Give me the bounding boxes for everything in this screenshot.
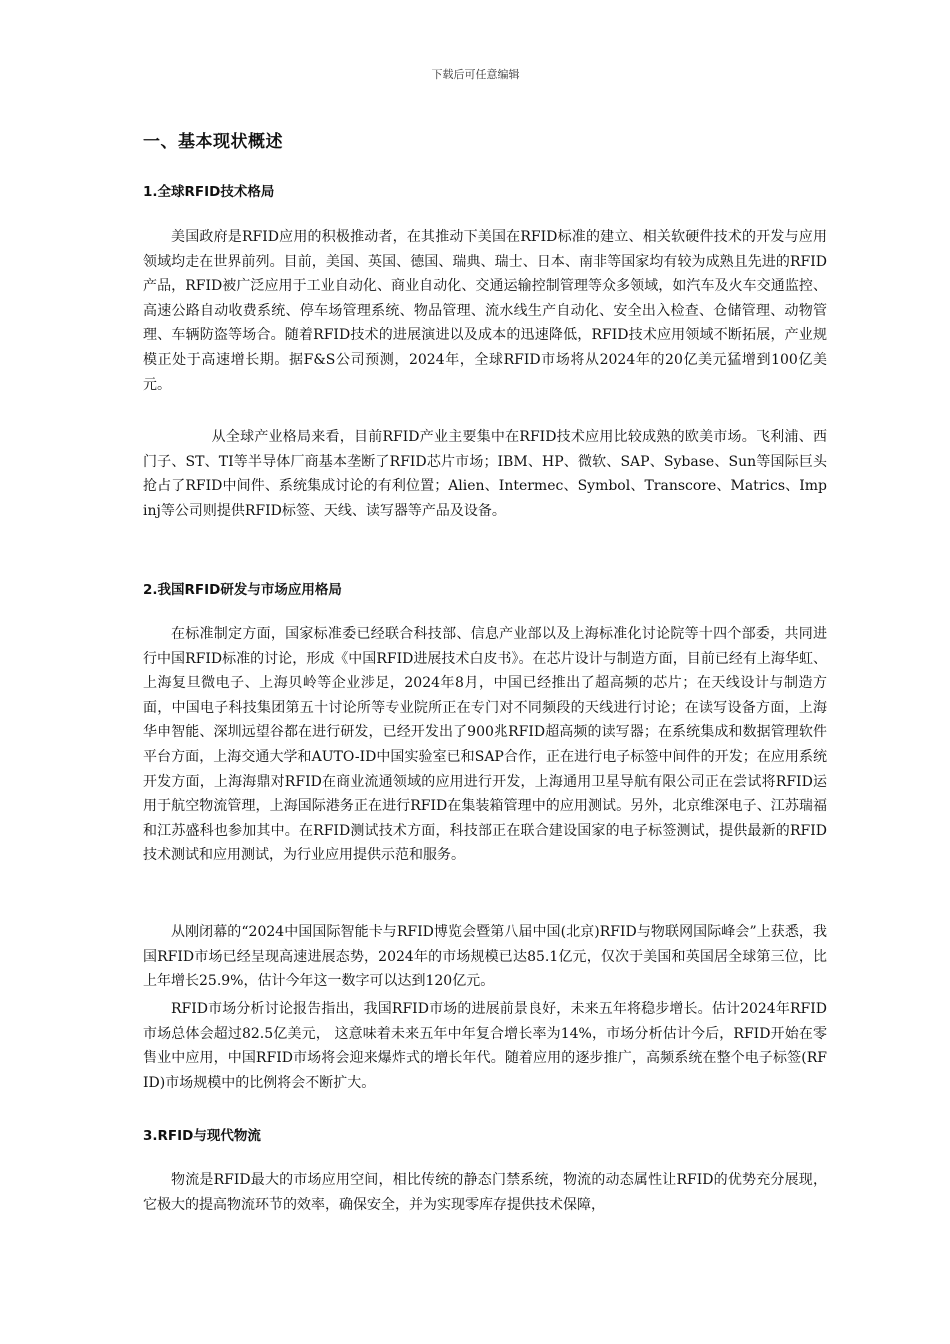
header-note: 下载后可任意编辑 [431, 68, 520, 81]
section-title: 一、基本现状概述 [143, 132, 283, 152]
paragraph-logistics-1: 物流是RFID最大的市场应用空间，相比传统的静态门禁系统，物流的动态属性让RFID的优势充分展现，它极大的提高物流环节的效率，确保安全，并为实现零库存提供技术保障， [143, 1172, 827, 1213]
paragraph-global-2: 从全球产业格局来看，目前RFID产业主要集中在RFID技术应用比较成熟的欧美市场。飞利浦、西门子、ST、TI等半导体厂商基本垄断了RFID芯片市场；IBM、HP、微软、SAP、Sybase、Sun等国际巨头抢占了RFID中间件、系统集成讨论的有利位置；Alien、Intermec、Symbol、Transcore、Matrics、Impinj等公司则提供RFID标签、天线、读写器等产品及设备。 [143, 429, 827, 519]
paragraph-china-3: RFID市场分析讨论报告指出，我国RFID市场的进展前景良好，未来五年将稳步增长。估计2024年RFID市场总体会超过82.5亿美元， 这意味着未来五年中年复合增长率为14%，市场分析估计今后，RFID开始在零售业中应用，中国RFID市场将会迎来爆炸式的增长年代。随着应用的逐步推广，高频系统在整个电子标签(RFID)市场规模中的比例将会不断扩大。 [143, 1001, 827, 1091]
paragraph-china-1: 在标准制定方面，国家标准委已经联合科技部、信息产业部以及上海标准化讨论院等十四个部委，共同进行中国RFID标准的讨论，形成《中国RFID进展技术白皮书》。在芯片设计与制造方面，目前已经有上海华虹、上海复旦微电子、上海贝岭等企业涉足，2024年8月，中国已经推出了超高频的芯片；在天线设计与制造方面，中国电子科技集团第五十讨论所等专业院所正在专门对不同频段的天线进行讨论；在读写设备方面，上海华申智能、深圳远望谷都在进行研发，已经开发出了900兆RFID超高频的读写器；在系统集成和数据管理软件平台方面，上海交通大学和AUTO-ID中国实验室已和SAP合作，正在进行电子标签中间件的开发；在应用系统开发方面，上海海鼎对RFID在商业流通领域的应用进行开发，上海通用卫星导航有限公司正在尝试将RFID运用于航空物流管理，上海国际港务正在进行RFID在集装箱管理中的应用测试。另外，北京维深电子、江苏瑞福和江苏盛科也参加其中。在RFID测试技术方面，科技部正在联合建设国家的电子标签测试，提供最新的RFID技术测试和应用测试，为行业应用提供示范和服务。 [143, 626, 827, 864]
paragraph-global-1: 美国政府是RFID应用的积极推动者，在其推动下美国在RFID标准的建立、相关软硬件技术的开发与应用领域均走在世界前列。目前，美国、英国、德国、瑞典、瑞士、日本、南非等国家均有较为成熟且先进的RFID产品，RFID被广泛应用于工业自动化、商业自动化、交通运输控制管理等众多领域，如汽车及火车交通监控、高速公路自动收费系统、停车场管理系统、物品管理、流水线生产自动化、安全出入检查、仓储管理、动物管理、车辆防盗等场合。随着RFID技术的进展演进以及成本的迅速降低，RFID技术应用领域不断拓展，产业规模正处于高速增长期。据F&S公司预测，2024年，全球RFID市场将从2024年的20亿美元猛增到100亿美元。 [143, 229, 827, 393]
subheading-global-rfid: 1.全球RFID技术格局 [143, 184, 275, 200]
subheading-rfid-logistics: 3.RFID与现代物流 [143, 1128, 261, 1144]
paragraph-china-2: 从刚闭幕的“2024中国国际智能卡与RFID博览会暨第八届中国(北京)RFID与物联网国际峰会”上获悉，我国RFID市场已经呈现高速进展态势，2024年的市场规模已达85.1亿元，仅次于美国和英国居全球第三位，比上年增长25.9%，估计今年这一数字可以达到120亿元。 [143, 924, 827, 990]
subheading-china-rfid: 2.我国RFID研发与市场应用格局 [143, 582, 342, 598]
